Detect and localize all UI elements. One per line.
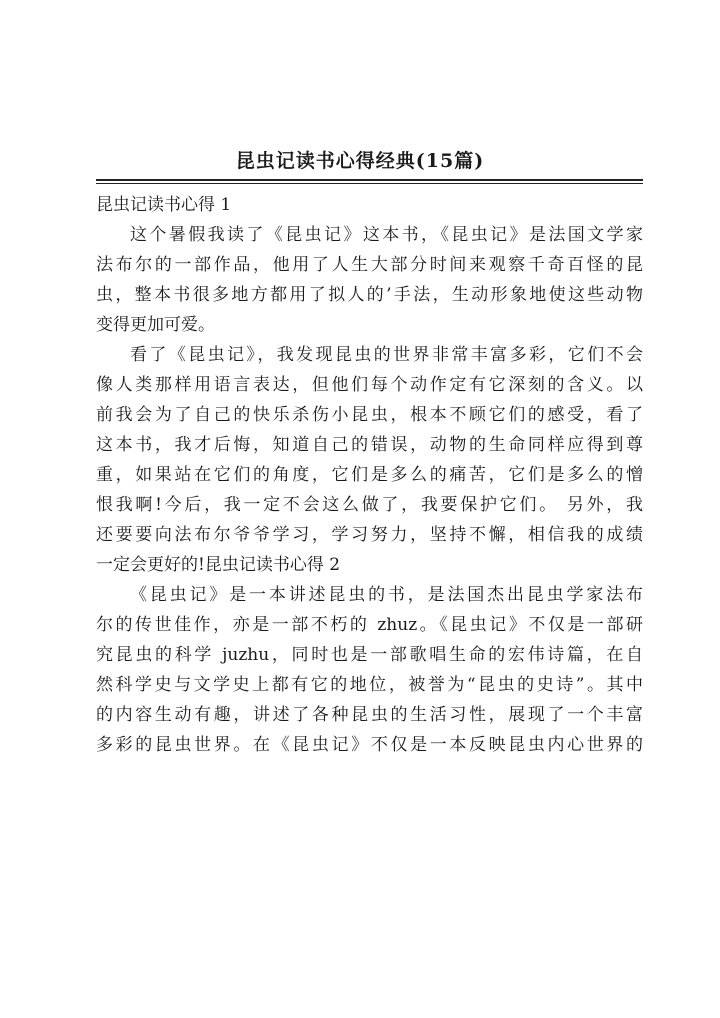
text-line: 然科学史与文学史上都有它的地位，被誉为“昆虫的史诗”。其中 — [96, 675, 643, 695]
text-line: 的内容生动有趣，讲述了各种昆虫的生活习性，展现了一个丰富 — [96, 705, 643, 725]
text-line: 重，如果站在它们的角度，它们是多么的痛苦，它们是多么的憎 — [96, 465, 643, 485]
text-line: 前我会为了自己的快乐杀伤小昆虫，根本不顾它们的感受，看了 — [96, 405, 643, 425]
text-line: 这个暑假我读了《昆虫记》这本书，《昆虫记》是法国文学家 — [130, 225, 643, 245]
text-line: 恨我啊!今后，我一定不会这么做了，我要保护它们。 另外，我 — [96, 495, 643, 515]
text-line: 法布尔的一部作品，他用了人生大部分时间来观察千奇百怪的昆 — [96, 255, 643, 275]
text-line: 看了《昆虫记》，我发现昆虫的世界非常丰富多彩，它们不会 — [130, 345, 643, 365]
text-line: 还要要向法布尔爷爷学习，学习努力，坚持不懈，相信我的成绩 — [96, 525, 643, 545]
title-underline-thin — [96, 183, 643, 184]
text-line: 昆虫记读书心得 1 — [96, 195, 232, 215]
text-line: 这本书，我才后悔，知道自己的错误，动物的生命同样应得到尊 — [96, 435, 643, 455]
text-line: 变得更加可爱。 — [96, 315, 215, 335]
text-line: 多彩的昆虫世界。在《昆虫记》不仅是一本反映昆虫内心世界的 — [96, 735, 643, 755]
text-line: 《昆虫记》是一本讲述昆虫的书，是法国杰出昆虫学家法布 — [130, 585, 643, 605]
text-line: 一定会更好的!昆虫记读书心得 2 — [96, 555, 341, 575]
text-line: 尔的传世佳作，亦是一部不朽的 zhuz。《昆虫记》不仅是一部研 — [96, 615, 643, 635]
document-body — [96, 190, 643, 760]
text-line: 像人类那样用语言表达，但他们每个动作定有它深刻的含义。以 — [96, 375, 643, 395]
text-line: 究昆虫的科学 juzhu，同时也是一部歌唱生命的宏伟诗篇，在自 — [96, 645, 643, 665]
document-title: 昆虫记读书心得经典(15篇) — [235, 150, 485, 172]
text-line: 虫，整本书很多地方都用了拟人的’手法，生动形象地使这些动物 — [96, 285, 643, 305]
title-underline-thick — [96, 179, 643, 181]
